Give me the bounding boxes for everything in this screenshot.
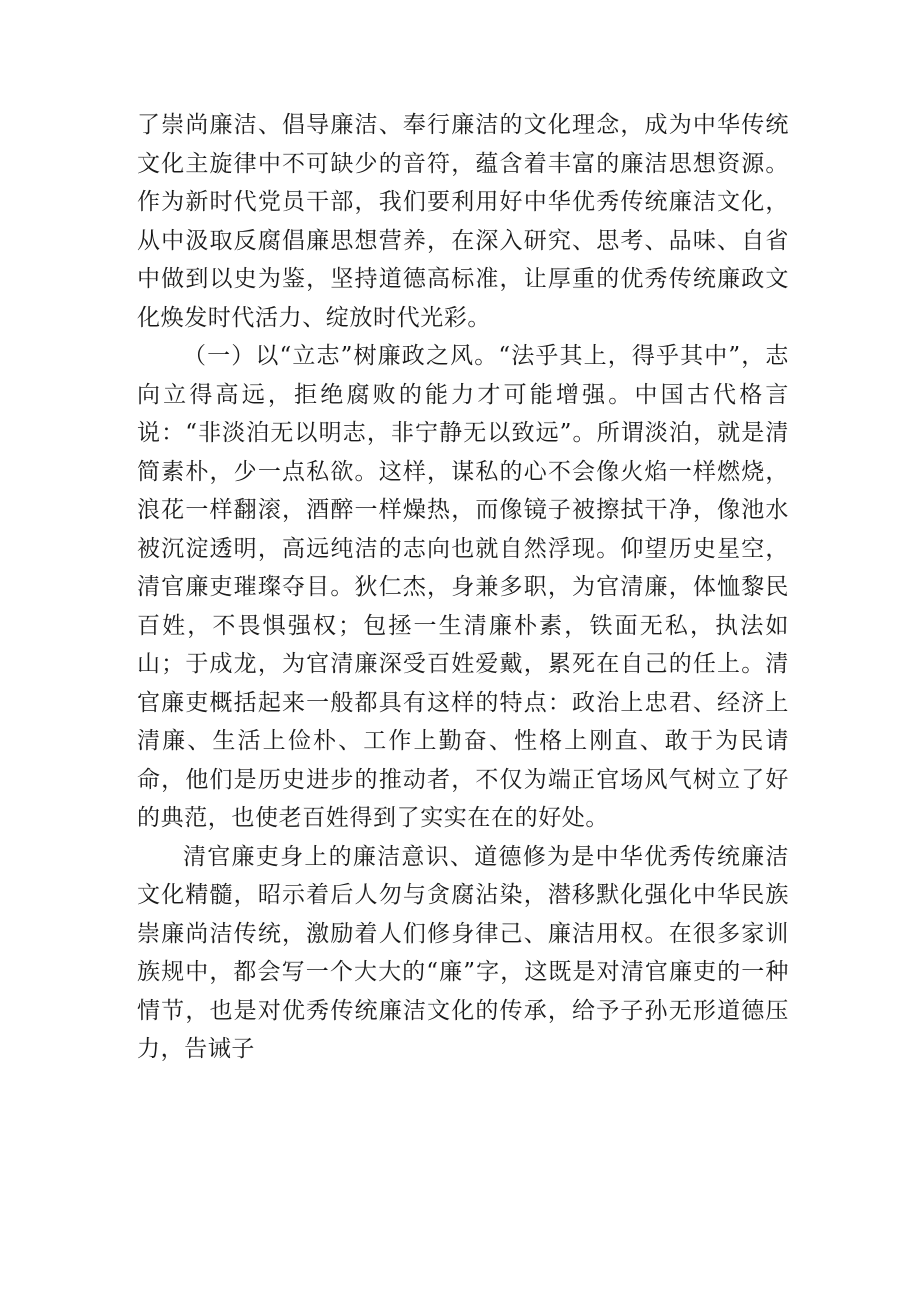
paragraph-continuation: 了崇尚廉洁、倡导廉洁、奉行廉洁的文化理念，成为中华传统文化主旋律中不可缺少的音符，蕴含着丰富的廉洁思想资源。作为新时代党员干部，我们要利用好中华优秀传统廉洁文化，从中汲取反腐倡廉思想营养，在深入研究、思考、品味、自省中做到以史为鉴，坚持道德高标准，让厚重的优秀传统廉政文化焕发时代活力、绽放时代光彩。 (137, 112, 789, 331)
document-page (137, 106, 789, 1069)
paragraph-integrity-culture: 清官廉吏身上的廉洁意识、道德修为是中华优秀传统廉洁文化精髓，昭示着后人勿与贪腐沾染，潜移默化强化中华民族崇廉尚洁传统，激励着人们修身律己、廉洁用权。在很多家训族规中，都会写一个大大的“廉”字，这既是对清官廉吏的一种情节，也是对优秀传统廉洁文化的传承，给予子孙无形道德压力，告诫子 (137, 843, 789, 1062)
paragraph-section-one: （一）以“立志”树廉政之风。“法乎其上，得乎其中”，志向立得高远，拒绝腐败的能力才可能增强。中国古代格言说：“非淡泊无以明志，非宁静无以致远”。所谓淡泊，就是清简素朴，少一点私欲。这样，谋私的心不会像火焰一样燃烧，浪花一样翻滚，酒醉一样燥热，而像镜子被擦拭干净，像池水被沉淀透明，高远纯洁的志向也就自然浮现。仰望历史星空，清官廉吏璀璨夺目。狄仁杰，身兼多职，为官清廉，体恤黎民百姓，不畏惧强权；包拯一生清廉朴素，铁面无私，执法如山；于成龙，为官清廉深受百姓爱戴，累死在自己的任上。清官廉吏概括起来一般都具有这样的特点：政治上忠君、经济上清廉、生活上俭朴、工作上勤奋、性格上刚直、敢于为民请命，他们是历史进步的推动者，不仅为端正官场风气树立了好的典范，也使老百姓得到了实实在在的好处。 (137, 343, 789, 831)
